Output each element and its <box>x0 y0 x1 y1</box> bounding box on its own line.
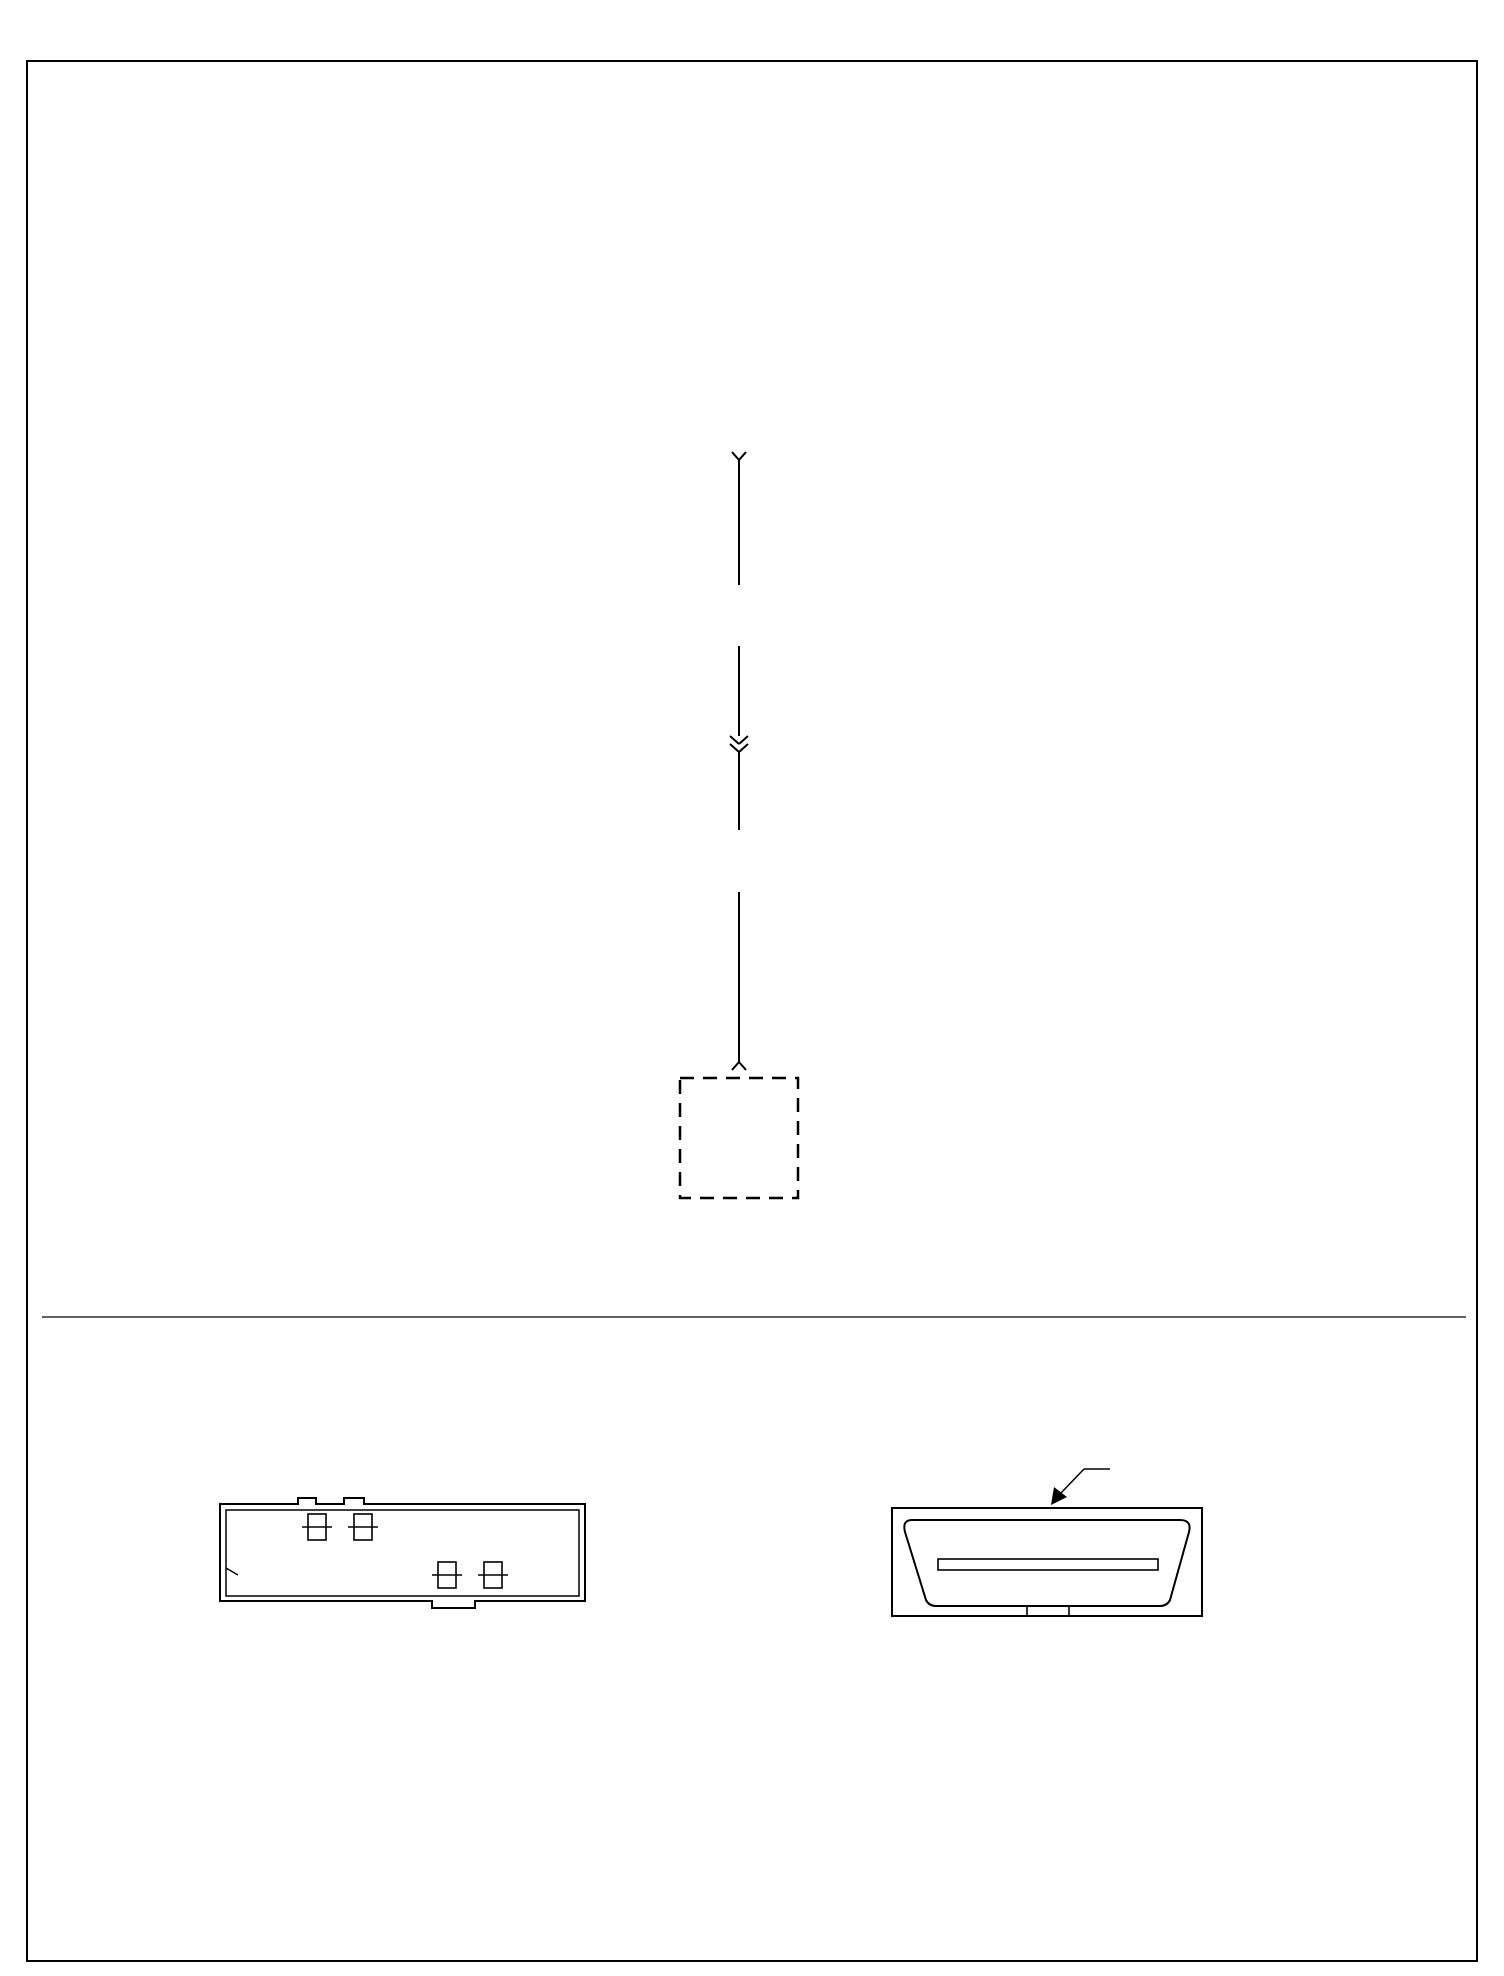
dlc-connector-face <box>892 1508 1202 1616</box>
module-dashed-box <box>680 1078 798 1198</box>
dlc-color-callout-arrow <box>1051 1469 1110 1505</box>
ptcm-c1-connector-face <box>220 1498 585 1608</box>
ptcm-keys <box>302 1514 508 1588</box>
c100-connector-symbol <box>730 736 748 752</box>
c1-connector-symbol <box>732 1062 746 1070</box>
data-link-terminal <box>732 452 746 460</box>
